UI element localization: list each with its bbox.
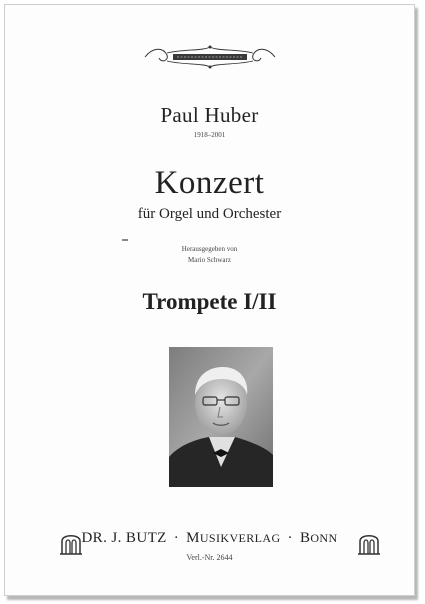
publisher-label-initial: M: [186, 530, 200, 546]
publisher-line: [5, 530, 414, 547]
publisher-city-initial: B: [299, 530, 311, 546]
editor-name: Mario Schwarz: [188, 256, 231, 264]
decorative-banner-ornament: [143, 43, 277, 71]
composer-name: Paul Huber: [160, 103, 259, 127]
work-subtitle: für Orgel und Orchester: [137, 206, 282, 222]
separator-dot: ·: [173, 530, 180, 546]
separator-dot: ·: [287, 530, 293, 546]
margin-mark: [122, 239, 128, 241]
composer-dates: 1918–2001: [193, 131, 226, 139]
score-cover-page: [4, 4, 415, 596]
publisher-order-number: Verl.-Nr. 2644: [186, 553, 233, 562]
work-title: Konzert: [154, 165, 265, 201]
editor-credit-label: Herausgegeben von: [181, 245, 238, 253]
instrument-part: Trompete I/II: [142, 289, 277, 314]
composer-portrait: [169, 347, 273, 487]
publisher-name: DR. J. BUTZ: [81, 530, 167, 546]
publisher-city-rest: ONN: [310, 531, 338, 545]
arch-window-icon: [358, 529, 380, 555]
publisher-label-rest: USIKVERLAG: [199, 531, 281, 545]
